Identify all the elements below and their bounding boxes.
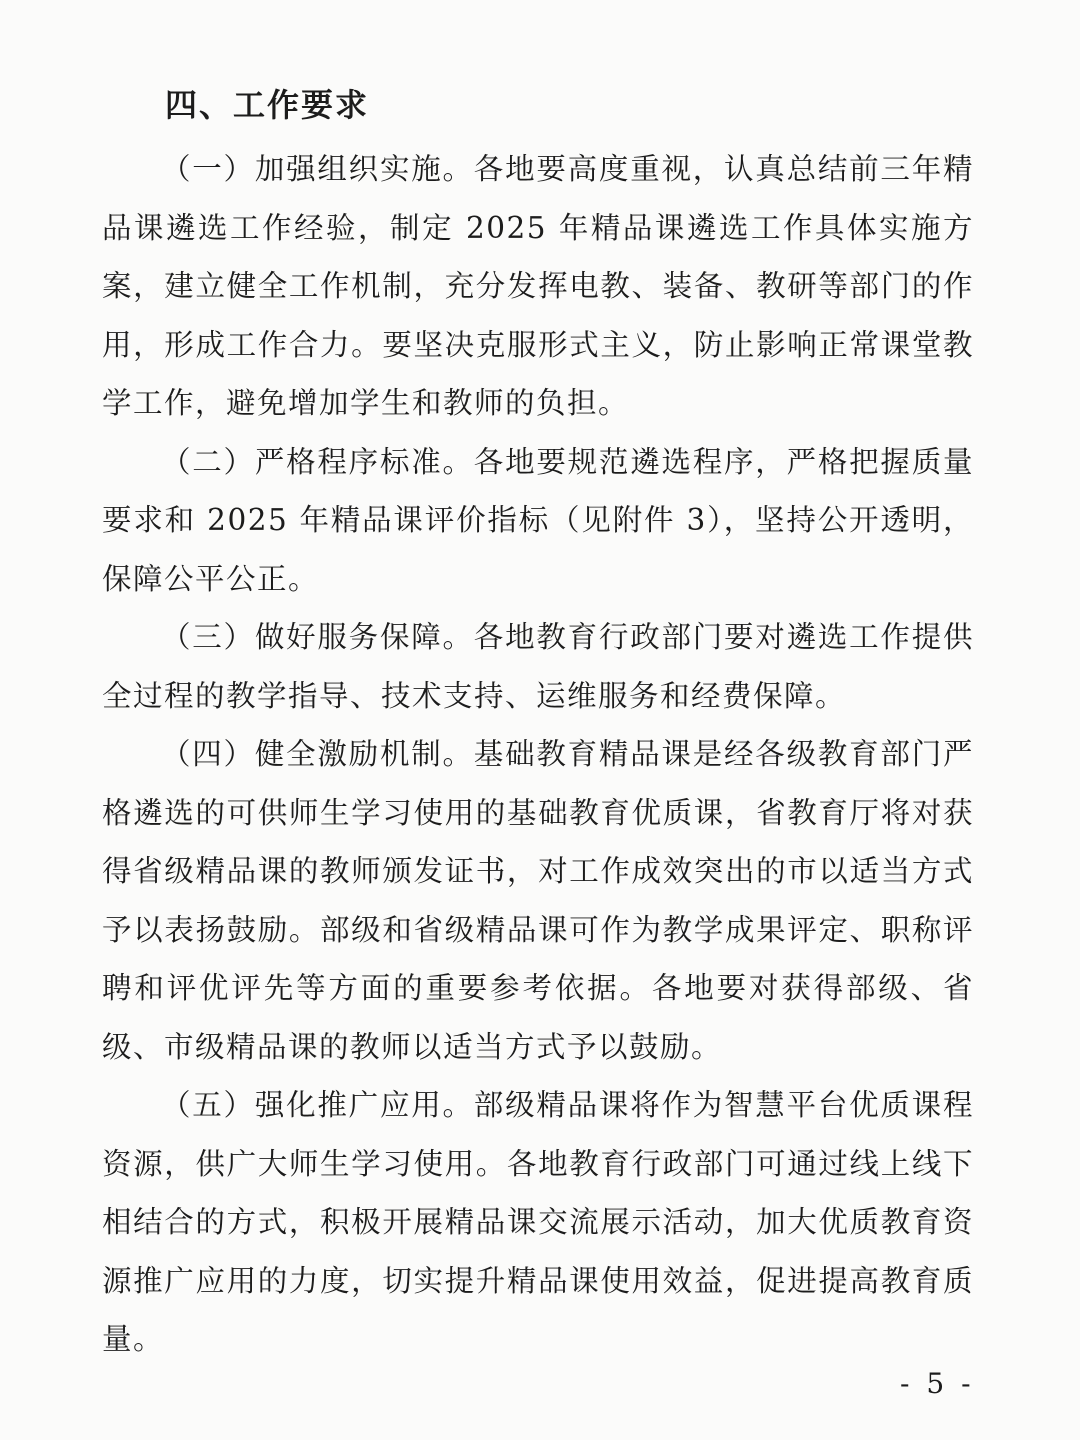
page-number: - 5 - bbox=[900, 1367, 975, 1400]
paragraph-incentive-mechanism: （四）健全激励机制。基础教育精品课是经各级教育部门严格遴选的可供师生学习使用的基础教育优质课，省教育厅将对获得省级精品课的教师颁发证书，对工作成效突出的市以适当方式予以表扬鼓励。部级和省级精品课可作为教学成果评定、职称评聘和评优评先等方面的重要参考依据。各地要对获得部级、省级、市级精品课的教师以适当方式予以鼓励。 bbox=[102, 737, 974, 1064]
paragraph-promotion-application: （五）强化推广应用。部级精品课将作为智慧平台优质课程资源，供广大师生学习使用。各地教育行政部门可通过线上线下相结合的方式，积极开展精品课交流展示活动，加大优质教育资源推广应用的力度，切实提升精品课使用效益，促进提高教育质量。 bbox=[102, 1088, 974, 1356]
paragraph-organize-implementation: （一）加强组织实施。各地要高度重视，认真总结前三年精品课遴选工作经验，制定 2025 年精品课遴选工作具体实施方案，建立健全工作机制，充分发挥电教、装备、教研等部门的作用，形成工作合力。要坚决克服形式主义，防止影响正常课堂教学工作，避免增加学生和教师的负担。 bbox=[102, 152, 974, 420]
paragraph-procedure-standards: （二）严格程序标准。各地要规范遴选程序，严格把握质量要求和 2025 年精品课评价指标（见附件 3），坚持公开透明，保障公平公正。 bbox=[102, 444, 974, 596]
document-body bbox=[102, 140, 974, 1369]
paragraph-service-support: （三）做好服务保障。各地教育行政部门要对遴选工作提供全过程的教学指导、技术支持、运维服务和经费保障。 bbox=[102, 620, 974, 713]
section-heading: 四、工作要求 bbox=[165, 86, 370, 124]
